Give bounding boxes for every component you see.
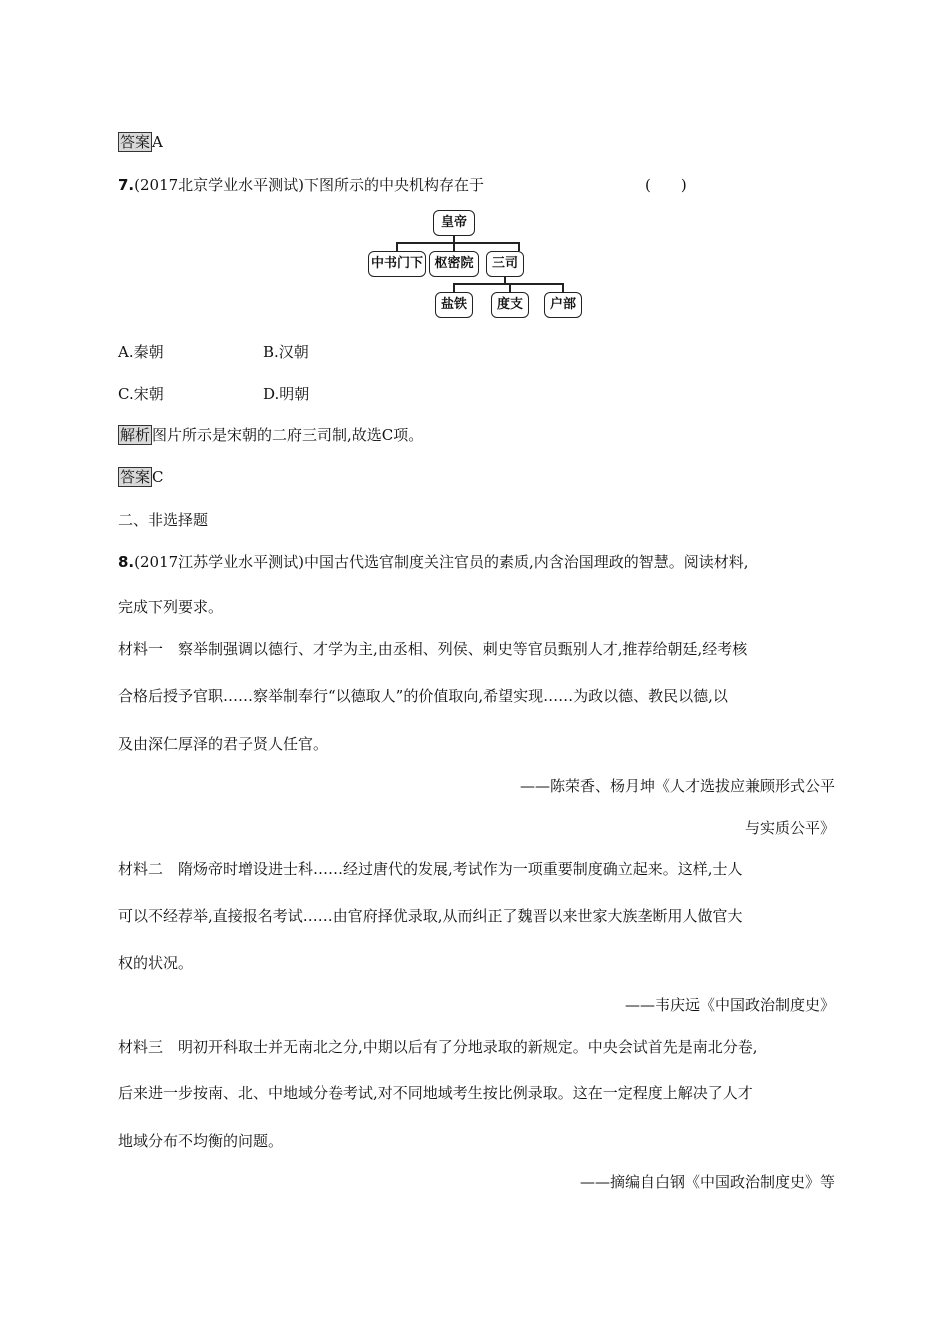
node-yantie: 盐铁: [435, 292, 473, 318]
analysis-tag: 解析: [120, 426, 151, 444]
answer-value: A: [152, 133, 163, 151]
answer-paren: ( ): [645, 176, 687, 194]
connector: [453, 283, 455, 292]
material2-line2: 可以不经荐举,直接报名考试……由官府择优录取,从而纠正了魏晋以来世家大族垄断用人做官大: [118, 907, 743, 925]
analysis-text: 图片所示是宋朝的二府三司制,故选C项。: [152, 426, 424, 444]
section-title: 二、非选择题: [118, 511, 209, 529]
material2-source: ——韦庆远《中国政治制度史》: [624, 996, 835, 1014]
connector: [562, 283, 564, 292]
material2-line3: 权的状况。: [118, 954, 194, 972]
answer-tag: 答案: [120, 468, 151, 486]
connector: [453, 242, 455, 251]
material3-line1: 材料三 明初开科取士并无南北之分,中期以后有了分地录取的新规定。中央会试首先是南北分卷,: [118, 1038, 758, 1056]
question-text: (2017北京学业水平测试)下图所示的中央机构存在于: [134, 176, 485, 194]
q7-stem: [118, 175, 484, 195]
node-sansi: 三司: [486, 251, 524, 277]
node-shumiyuan: 枢密院: [429, 251, 479, 277]
option-b: B.汉朝: [263, 343, 309, 361]
q8-stem-line2: 完成下列要求。: [118, 598, 224, 616]
material1-line3: 及由深仁厚泽的君子贤人任官。: [118, 735, 329, 753]
answer-value: C: [152, 468, 164, 486]
option-c: C.宋朝: [118, 385, 164, 403]
org-diagram: [366, 205, 586, 320]
question-number: 7.: [118, 176, 135, 194]
connector: [396, 242, 519, 244]
material3-line2: 后来进一步按南、北、中地域分卷考试,对不同地域考生按比例录取。这在一定程度上解决了人才: [118, 1084, 753, 1102]
material1-line2: 合格后授予官职……察举制奉行“以德取人”的价值取向,希望实现……为政以德、教民以德,以: [118, 687, 728, 705]
q7-analysis: [118, 425, 423, 445]
q6-answer: [118, 132, 163, 152]
material3-source: ——摘编自白钢《中国政治制度史》等: [579, 1173, 835, 1191]
material1-line1: 材料一 察举制强调以德行、才学为主,由丞相、列侯、刺史等官员甄别人才,推荐给朝廷,经考核: [118, 640, 748, 658]
material1-source-line1: ——陈荣香、杨月坤《人才选拔应兼顾形式公平: [519, 777, 835, 795]
node-duzhi: 度支: [491, 292, 529, 318]
material1-source-line2: 与实质公平》: [744, 819, 835, 837]
node-zhongshumenxia: 中书门下: [368, 251, 426, 277]
option-a: A.秦朝: [118, 343, 164, 361]
q7-answer: [118, 467, 164, 487]
question-number: 8.: [118, 553, 135, 571]
q8-stem-line1: 8.(2017江苏学业水平测试)中国古代选官制度关注官员的素质,内含治国理政的智慧。阅读材料,: [118, 553, 749, 571]
connector: [453, 283, 562, 285]
material3-line3: 地域分布不均衡的问题。: [118, 1132, 284, 1150]
answer-tag: 答案: [120, 133, 151, 151]
connector: [509, 283, 511, 292]
node-hubu: 户部: [544, 292, 582, 318]
connector: [396, 242, 398, 251]
material2-line1: 材料二 隋炀帝时增设进士科……经过唐代的发展,考试作为一项重要制度确立起来。这样,士人: [118, 860, 743, 878]
option-d: D.明朝: [263, 385, 310, 403]
node-emperor: 皇帝: [433, 210, 475, 236]
connector: [518, 242, 520, 251]
